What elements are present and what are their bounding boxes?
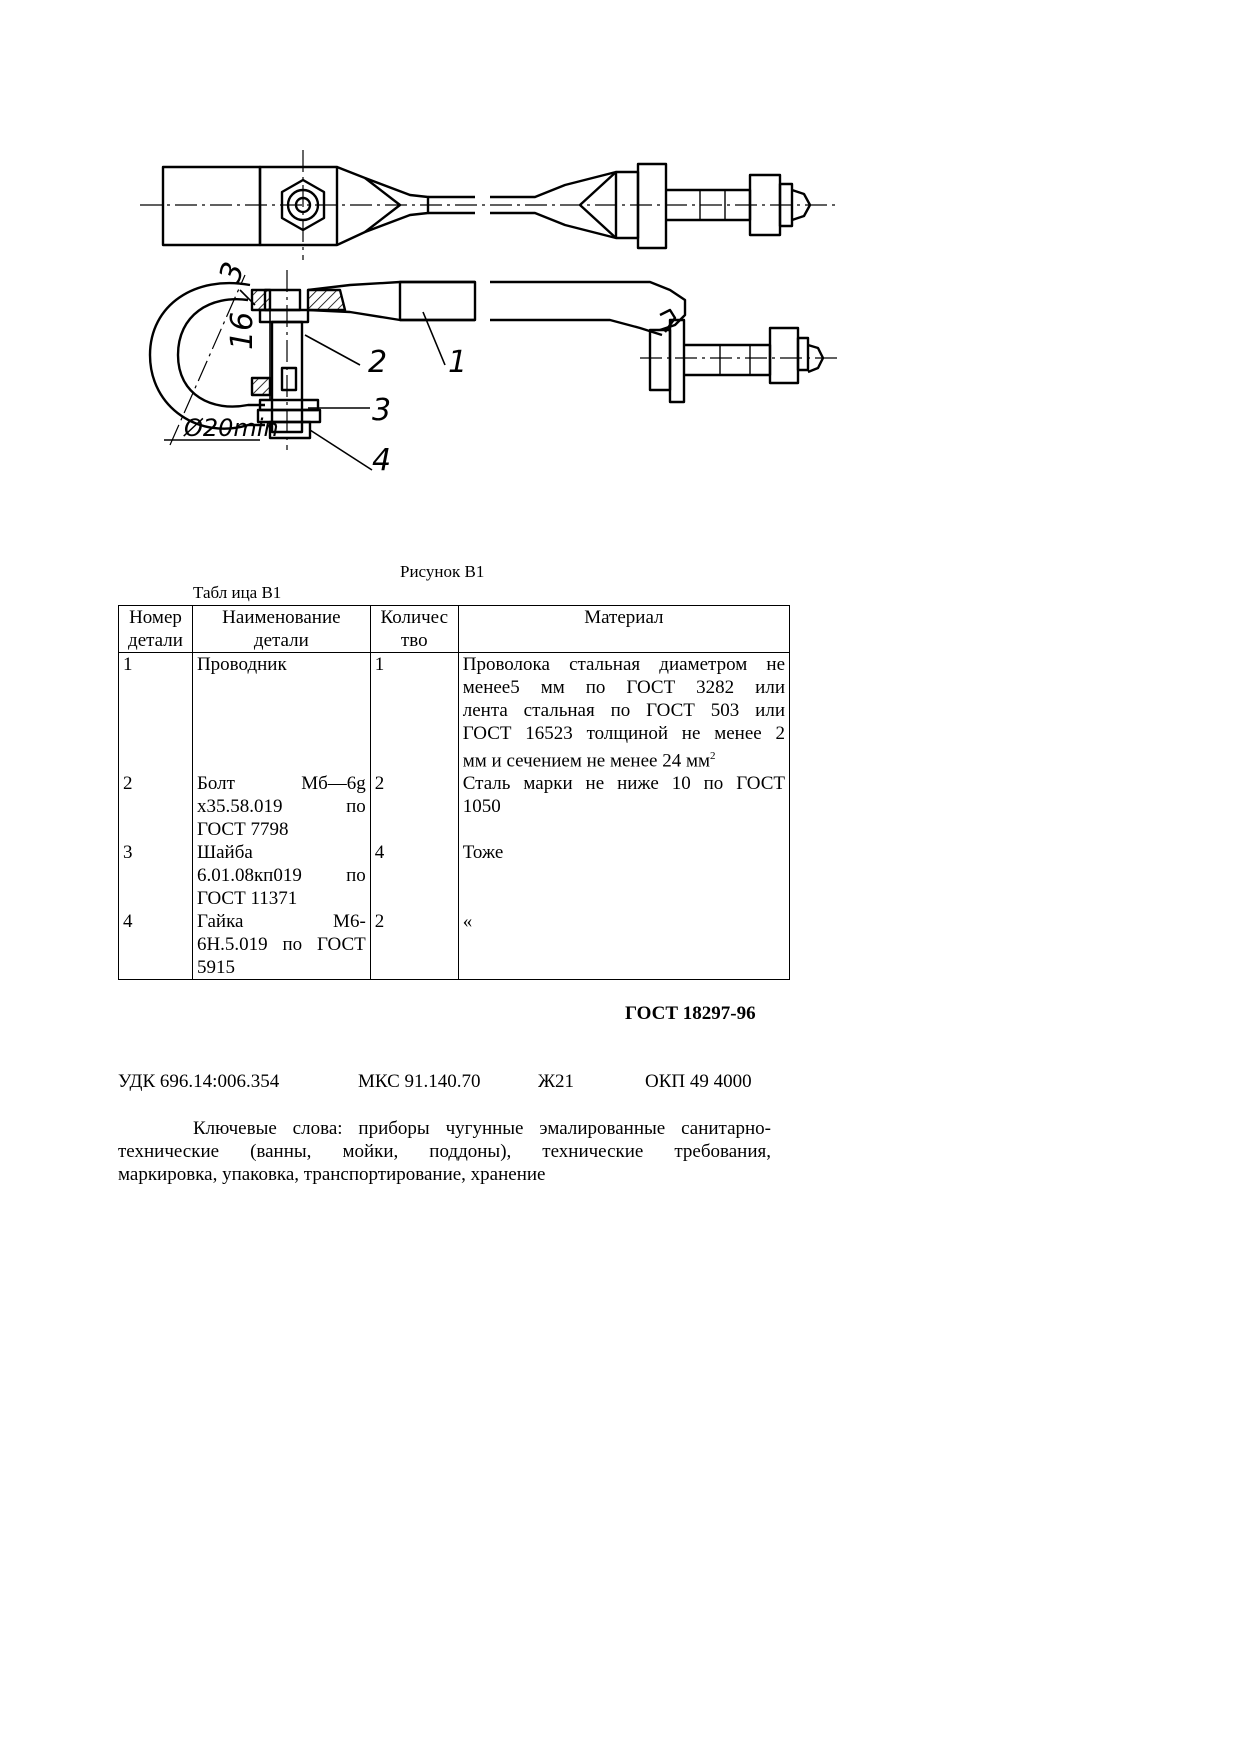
table-header-row [119, 606, 790, 653]
label-1: 1 [448, 345, 468, 380]
label-diameter: Ø20min [184, 414, 279, 442]
udk-code: УДК 696.14:006.354 [118, 1071, 280, 1092]
cell-name: Проводник [192, 653, 370, 773]
cell-material: Сталь марки не ниже 10 по ГОСТ 1050 [458, 772, 789, 841]
table-row [119, 841, 790, 910]
mks-code: МКС 91.140.70 [358, 1071, 481, 1092]
label-3: 3 [372, 393, 392, 428]
label-16: 16 [225, 311, 260, 350]
standard-number: ГОСТ 18297-96 [625, 1003, 756, 1024]
cell-material: « [458, 910, 789, 980]
table-title: Табл ица В1 [193, 583, 282, 602]
okp-code: ОКП 49 4000 [645, 1071, 752, 1092]
cell-qty: 2 [370, 772, 458, 841]
group-code: Ж21 [538, 1071, 575, 1092]
cell-qty: 1 [370, 653, 458, 773]
table-row [119, 772, 790, 841]
header-number: Номер детали [119, 606, 193, 653]
cell-num: 4 [119, 910, 193, 980]
label-3-top: 3 [212, 257, 253, 288]
top-view [163, 164, 810, 248]
cell-name: Шайба 6.01.08кп019 по ГОСТ 11371 [192, 841, 370, 910]
cell-num: 1 [119, 653, 193, 773]
cell-qty: 2 [370, 910, 458, 980]
cell-name: Гайка М6- 6Н.5.019 по ГОСТ 5915 [192, 910, 370, 980]
cell-qty: 4 [370, 841, 458, 910]
spec-table [118, 605, 790, 980]
label-2: 2 [368, 345, 388, 380]
header-name: Наименование детали [192, 606, 370, 653]
cell-num: 3 [119, 841, 193, 910]
technical-drawing [140, 140, 930, 540]
label-4: 4 [372, 443, 392, 478]
header-material: Материал [458, 606, 789, 653]
table-row [119, 653, 790, 773]
table-row [119, 910, 790, 980]
cell-num: 2 [119, 772, 193, 841]
cell-name: Болт Мб—6g х35.58.019 по ГОСТ 7798 [192, 772, 370, 841]
cell-material: Проволока стальная диаметром не менее5 мм по ГОСТ 3282 или лента стальная по ГОСТ 503 или ГОСТ 16523 толщиной не менее 2 мм и сечением не менее 24 $мм^2$ [458, 653, 789, 773]
cell-material: Тоже [458, 841, 789, 910]
keywords-paragraph: Ключевые слова: приборы чугунные эмалированные санитарно- технические (ванны, мойки, поддоны), технические требования, маркировка, упаковка, транспортирование, хранение [118, 1118, 771, 1185]
figure-caption: Рисунок В1 [400, 562, 485, 581]
header-qty: Количес тво [370, 606, 458, 653]
